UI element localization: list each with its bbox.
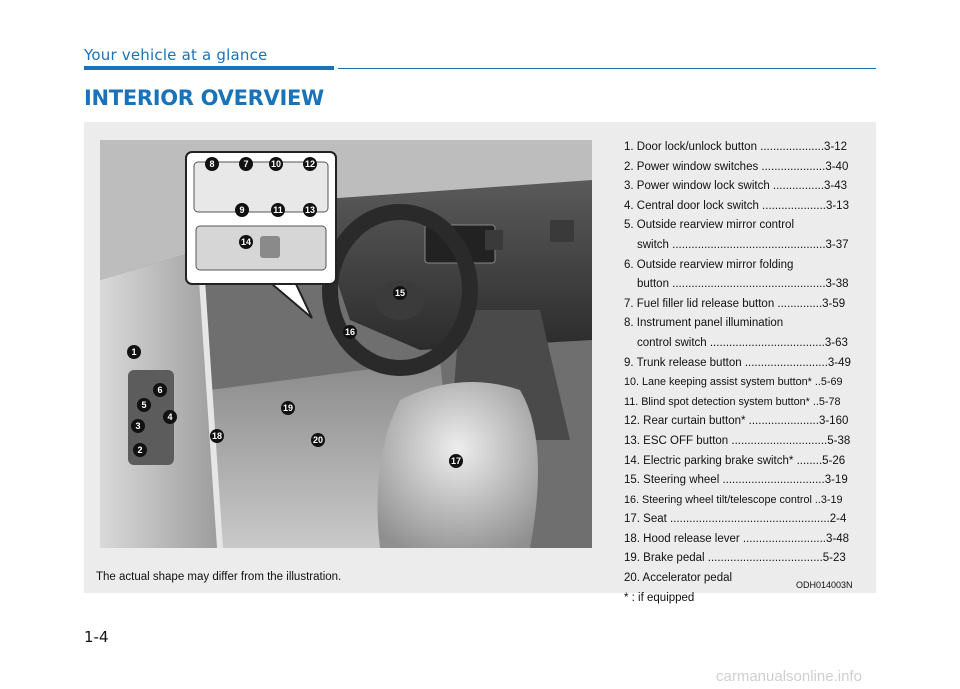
- component-index: [624, 138, 864, 608]
- svg-text:8: 8: [209, 159, 215, 169]
- svg-text:3: 3: [135, 421, 141, 431]
- svg-text:13: 13: [304, 205, 316, 215]
- svg-text:19: 19: [282, 403, 294, 413]
- index-item: [624, 256, 864, 295]
- index-item-text: 15. Steering wheel ................................3-19: [624, 474, 848, 487]
- callout-19: [281, 401, 295, 415]
- page-number: 1-4: [84, 628, 109, 646]
- callout-17: [449, 454, 463, 468]
- index-item-continuation: switch ................................................3-37: [637, 238, 849, 251]
- index-item: [624, 393, 864, 413]
- index-item-text: * : if equipped: [624, 591, 695, 604]
- inset-epb-switch: [260, 236, 280, 258]
- callout-5: [137, 398, 151, 412]
- index-item-text: 8. Instrument panel illumination: [624, 317, 784, 330]
- index-item-text: 20. Accelerator pedal: [624, 572, 733, 585]
- svg-text:20: 20: [312, 435, 324, 445]
- figure-caption: The actual shape may differ from the illustration.: [96, 571, 342, 583]
- callout-10: [269, 157, 283, 171]
- svg-text:10: 10: [270, 159, 282, 169]
- callout-14: [239, 235, 253, 249]
- callout-9: [235, 203, 249, 217]
- index-item-text: 4. Central door lock switch ....................3-13: [624, 199, 849, 212]
- callout-20: [311, 433, 325, 447]
- index-item: [624, 589, 864, 609]
- svg-text:16: 16: [344, 327, 356, 337]
- callout-12: [303, 157, 317, 171]
- svg-text:2: 2: [137, 445, 143, 455]
- index-item-text: 2. Power window switches ....................3-40: [624, 160, 849, 173]
- callout-3: [131, 419, 145, 433]
- index-item: [624, 295, 864, 315]
- index-item: [624, 138, 864, 158]
- index-item-text: 11. Blind spot detection system button* ..5-78: [624, 395, 841, 408]
- callout-2: [133, 443, 147, 457]
- index-item: [624, 412, 864, 432]
- callout-16: [343, 325, 357, 339]
- svg-text:5: 5: [141, 400, 147, 410]
- index-item-text: 18. Hood release lever ..........................3-48: [624, 532, 849, 545]
- center-vent: [485, 230, 503, 250]
- header-rule-accent: [84, 66, 334, 70]
- interior-illustration: [100, 140, 592, 548]
- section-header: Your vehicle at a glance: [84, 46, 268, 64]
- index-item-text: 1. Door lock/unlock button ....................3-12: [624, 141, 848, 153]
- index-item-text: 19. Brake pedal ....................................5-23: [624, 552, 846, 565]
- callout-1: [127, 345, 141, 359]
- index-item-text: 9. Trunk release button ..........................3-49: [624, 356, 851, 369]
- index-item: [624, 216, 864, 255]
- callout-7: [239, 157, 253, 171]
- svg-text:17: 17: [450, 456, 462, 466]
- svg-text:9: 9: [239, 205, 245, 215]
- index-item-text: 13. ESC OFF button ..............................5-38: [624, 434, 851, 447]
- index-item: [624, 158, 864, 178]
- index-item-continuation: button ................................................3-38: [637, 278, 849, 291]
- header-rule-line: [338, 68, 876, 69]
- index-item-text: 14. Electric parking brake switch* ........5-26: [624, 454, 846, 467]
- svg-text:14: 14: [240, 237, 252, 247]
- index-item: [624, 197, 864, 217]
- index-item-text: 10. Lane keeping assist system button* ..5-69: [624, 376, 843, 389]
- svg-text:11: 11: [273, 205, 283, 215]
- svg-text:15: 15: [394, 288, 406, 298]
- index-item: [624, 549, 864, 569]
- svg-text:4: 4: [167, 412, 173, 422]
- index-item: [624, 314, 864, 353]
- index-item: [624, 510, 864, 530]
- index-item: [624, 354, 864, 374]
- callout-15: [393, 286, 407, 300]
- index-item-text: 17. Seat ..................................................2-4: [624, 513, 847, 526]
- svg-text:1: 1: [131, 347, 137, 357]
- index-item-text: 12. Rear curtain button* ......................3-160: [624, 415, 849, 428]
- svg-text:12: 12: [304, 159, 316, 169]
- index-item-text: 3. Power window lock switch ................3-43: [624, 180, 848, 193]
- index-item: [624, 432, 864, 452]
- svg-text:7: 7: [243, 159, 249, 169]
- index-item: [624, 471, 864, 491]
- callout-6: [153, 383, 167, 397]
- callout-13: [303, 203, 317, 217]
- index-item-text: 6. Outside rearview mirror folding: [624, 258, 794, 271]
- index-item: [624, 177, 864, 197]
- index-item: [624, 373, 864, 393]
- right-vent: [550, 220, 574, 242]
- index-item: [624, 530, 864, 550]
- callout-4: [163, 410, 177, 424]
- watermark: carmanualsonline.info: [716, 668, 862, 685]
- svg-text:6: 6: [157, 385, 163, 395]
- callout-18: [210, 429, 224, 443]
- index-item-continuation: control switch ....................................3-63: [637, 336, 848, 349]
- index-item: [624, 452, 864, 472]
- index-item-text: 16. Steering wheel tilt/telescope control ..3-19: [624, 493, 843, 506]
- index-item-text: 7. Fuel filler lid release button ..............3-59: [624, 297, 846, 310]
- callout-8: [205, 157, 219, 171]
- figure-code: ODH014003N: [796, 580, 853, 590]
- page-title: INTERIOR OVERVIEW: [84, 86, 324, 110]
- index-item-text: 5. Outside rearview mirror control: [624, 219, 794, 232]
- svg-text:18: 18: [211, 431, 223, 441]
- index-item: [624, 491, 864, 511]
- callout-11: [271, 203, 285, 217]
